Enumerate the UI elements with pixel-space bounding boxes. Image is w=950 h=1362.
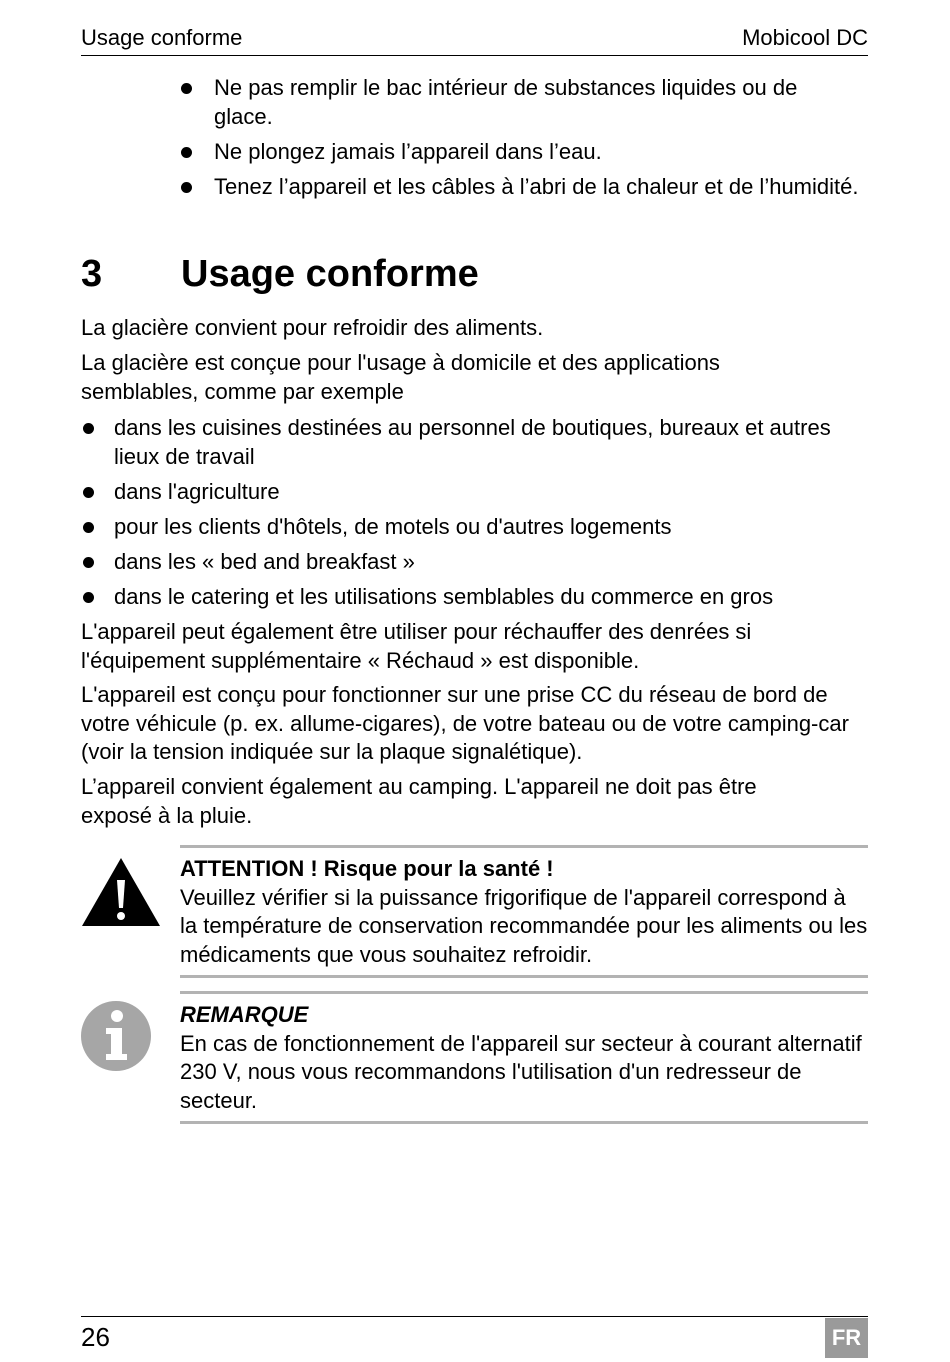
info-icon	[80, 1000, 152, 1072]
section-number: 3	[81, 253, 103, 295]
list-item: dans les cuisines destinées au personnel de boutiques, bureaux et autres lieux de travail	[81, 414, 871, 471]
bullet-icon	[83, 557, 94, 568]
list-item: Tenez l’appareil et les câbles à l’abri de la chaleur et de l’humidité.	[181, 173, 861, 202]
paragraph-usage: La glacière est conçue pour l'usage à domicile et des applications semblables, comme par exemple	[81, 350, 720, 404]
header-chapter-title: Usage conforme	[81, 25, 243, 50]
paragraph-dc-socket: L'appareil est conçu pour fonctionner sur une prise CC du réseau de bord de votre véhicule (p. ex. allume-cigares), de votre bateau ou de votre camping-car (voir la tension indiquée sur la plaque signalétique).	[81, 682, 849, 764]
bullet-icon	[83, 487, 94, 498]
warning-triangle-icon	[80, 856, 162, 928]
bullet-icon	[83, 592, 94, 603]
paragraph-camping: L’appareil convient également au camping. L'appareil ne doit pas être exposé à la pluie.	[81, 774, 757, 828]
list-item: dans les « bed and breakfast »	[81, 548, 871, 577]
language-badge: FR	[825, 1318, 868, 1358]
page-number: 26	[81, 1322, 110, 1352]
note-box	[180, 991, 868, 1124]
list-item: Ne plongez jamais l’appareil dans l’eau.	[181, 138, 861, 167]
bullet-icon	[181, 83, 192, 94]
footer-divider	[81, 1316, 868, 1317]
warning-box	[180, 845, 868, 978]
bullet-icon	[181, 182, 192, 193]
bullet-icon	[181, 147, 192, 158]
list-item: dans le catering et les utilisations semblables du commerce en gros	[81, 583, 871, 612]
bullet-icon	[83, 423, 94, 434]
warning-title: ATTENTION ! Risque pour la santé !	[180, 856, 554, 881]
section-title: Usage conforme	[181, 253, 479, 295]
list-item: dans l'agriculture	[81, 478, 871, 507]
warning-text: Veuillez vérifier si la puissance frigorifique de l'appareil correspond à la température de conservation recommandée pour les aliments ou les médicaments que vous souhaitez refroidir.	[180, 884, 868, 967]
note-title: REMARQUE	[180, 1002, 309, 1027]
header-product-name: Mobicool DC	[742, 25, 868, 50]
note-text: En cas de fonctionnement de l'appareil sur secteur à courant alternatif 230 V, nous vous recommandons l'utilisation d'un redresseur de secteur.	[180, 1030, 862, 1113]
usage-bullet-list	[81, 414, 871, 618]
list-item: pour les clients d'hôtels, de motels ou d'autres logements	[81, 513, 871, 542]
list-item: Ne pas remplir le bac intérieur de substances liquides ou de glace.	[181, 74, 861, 131]
bullet-icon	[83, 522, 94, 533]
page-header	[81, 22, 868, 56]
paragraph-purpose: La glacière convient pour refroidir des aliments.	[81, 315, 544, 340]
paragraph-heater: L'appareil peut également être utiliser pour réchauffer des denrées si l'équipement supplémentaire « Réchaud » est disponible.	[81, 619, 752, 673]
top-bullet-list	[181, 74, 861, 208]
